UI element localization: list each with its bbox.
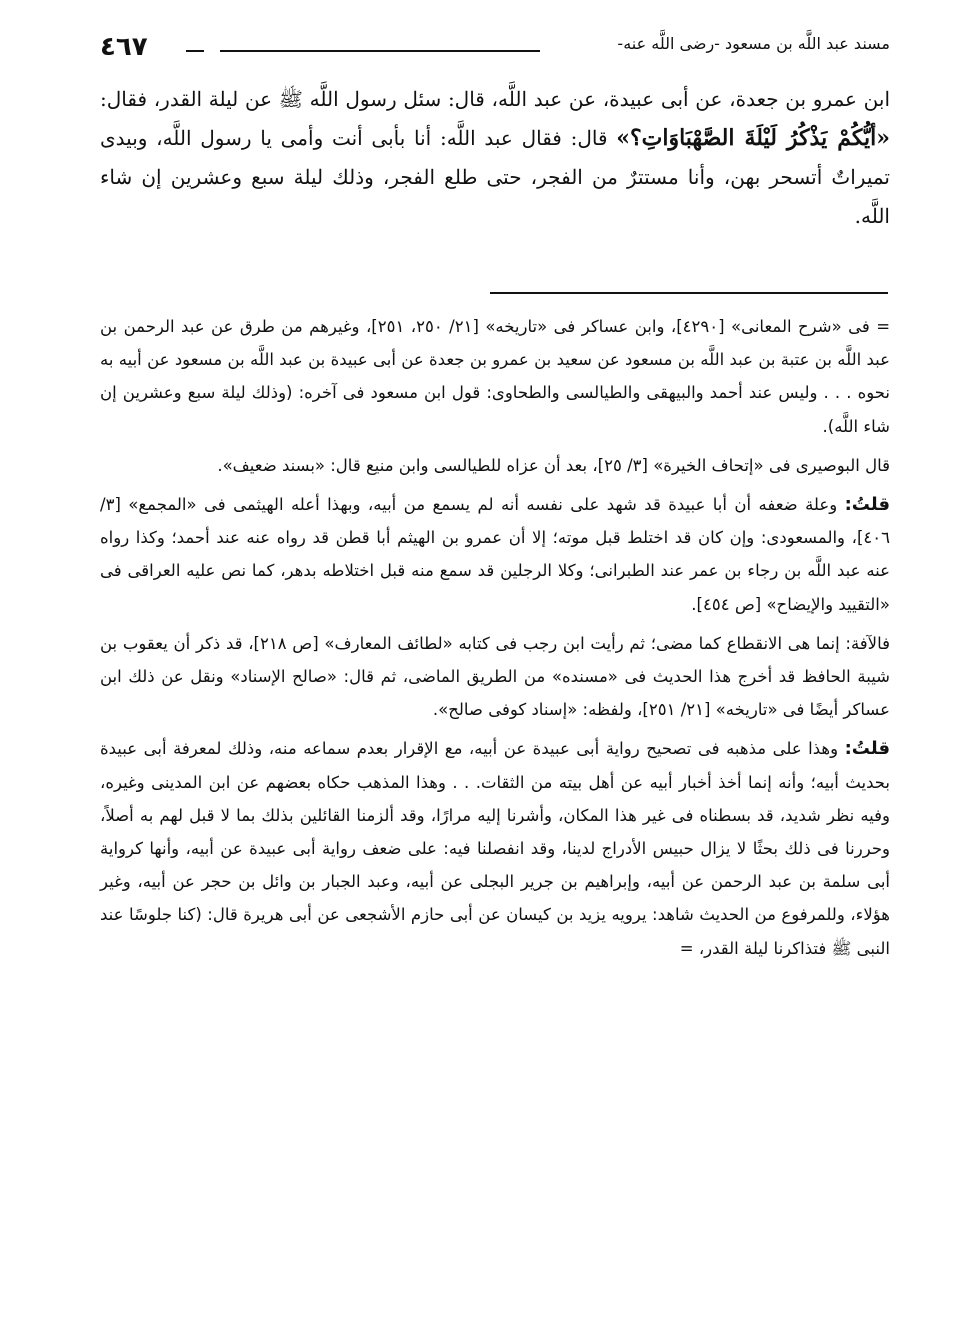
footnote-paragraph-2: قال البوصيرى فى «إتحاف الخيرة» [٣/ ٢٥]، بعد أن عزاه للطيالسى وابن منيع قال: «بسند ضعيف».: [217, 455, 890, 475]
hadith-text: [100, 80, 890, 236]
qultu-label: قلتُ:: [844, 738, 890, 760]
page-number: ٤٦٧: [100, 32, 148, 62]
hadith-before-quote: ابن عمرو بن جعدة، عن أبى عبيدة، عن عبد اللَّه، قال: سئل رسول اللَّه ﷺ عن ليلة القدر، فقال:: [100, 87, 890, 111]
footnote-paragraph-3: [100, 488, 890, 621]
hadith-after-quote: قال: فقال عبد اللَّه: أنا بأبى أنت وأمى يا رسول اللَّه، وبيدى تميراتٌ أتسحر بهن، وأنا مستترٌ من الفجر، حتى طلع الفجر، وذلك ليلة سبع وعشرين إن شاء اللَّه.: [100, 126, 890, 228]
footnotes: [100, 310, 890, 971]
footnote-paragraph-5-text: وهذا على مذهبه فى تصحيح رواية أبى عبيدة عن أبيه، مع الإقرار بعدم سماعه منه، وذلك لمعرفة أبى عبيدة بحديث أبيه؛ وأنه إنما أخذ أخبار أبيه عن أهل بيته من الثقات. . . وهذا المذهب حكاه بعضهم عن ابن المدينى وغيره، وفيه نظر شديد، قد بسطناه فى غير هذا المكان، وأشرنا إليه مرارًا، وقد ألزمنا القائلين بذلك بما لا قبل لهم به أصلاً، وحررنا فى ذلك بحثًا لا يزال حبيس الأدراج لدينا، وقد انفصلنا فيه: على ضعف رواية أبى عبيدة عن أبيه، وأنها كرواية أبى سلمة بن عبد الرحمن عن أبيه، وإبراهيم بن جرير البجلى عن أبيه، وعبد الجبار بن وائل بن حجر عن أبيه، وغير هؤلاء، وللمرفوع من الحديث شاهد: يرويه يزيد بن كيسان عن أبى حازم الأشجعى عن أبى هريرة قال: (كنا جلوسًا عند النبى ﷺ فتذاكرنا ليلة القدر، =: [100, 739, 890, 958]
header-dash: [186, 50, 204, 52]
footnote-paragraph-4: فالآفة: إنما هى الانقطاع كما مضى؛ ثم رأيت ابن رجب فى كتابه «لطائف المعارف» [ص ٢١٨]، قد ذكر أن يعقوب بن شيبة الحافظ قد أخرج هذا الحديث فى «مسنده» من الطريق الماضى، ثم قال: «صالح الإسناد» ونقل عن ذلك ابن عساكر أيضًا فى «تاريخه» [٢١/ ٢٥١]، ولفظه: «إسناد كوفى صالح».: [100, 633, 890, 720]
footnote-paragraph-3-text: وعلة ضعفه أن أبا عبيدة قد شهد على نفسه أنه لم يسمع من أبيه، وبهذا أعله الهيثمى فى «المجمع» [٣/ ٤٠٦]، والمسعودى: وإن كان قد اختلط قبل موته؛ إلا أن عمرو بن الهيثم أبا قطن قد رواه عنه عند أحمد؛ وكذا رواه عنه عبد اللَّه بن رجاء بن عمر عند الطبرانى؛ وكلا الرجلين قد سمع منه قبل اختلاطه بدهر، كما نص عليه العراقى فى «التقييد والإيضاح» [ص ٤٥٤].: [100, 495, 890, 614]
footnote-separator: [490, 292, 888, 294]
hadith-paragraph: [100, 80, 890, 236]
footnote-paragraph-5: [100, 732, 890, 964]
header-rule: [220, 50, 540, 52]
footnote-paragraph-1: = فى «شرح المعانى» [٤٢٩٠]، وابن عساكر فى «تاريخه» [٢١/ ٢٥٠، ٢٥١]، وغيرهم من طرق عن عبد الرحمن بن عبد اللَّه بن عتبة بن عبد اللَّه بن مسعود عن سعيد بن عمرو بن جعدة عن أبى عبيدة بن عبد اللَّه بن مسعود عن أبيه به نحوه . . . وليس عند أحمد والبيهقى والطيالسى والطحاوى: قول ابن مسعود فى آخره: (وذلك ليلة سبع وعشرين إن شاء اللَّه).: [100, 317, 891, 436]
page-header: [100, 28, 890, 64]
hadith-quote: «أيُّكُمْ يَذْكُرُ لَيْلَةَ الصَّهْبَاوَاتِ؟»: [616, 125, 890, 151]
running-title: مسند عبد اللَّه بن مسعود -رضى اللَّه عنه-: [617, 34, 890, 53]
qultu-label: قلتُ:: [844, 494, 890, 516]
